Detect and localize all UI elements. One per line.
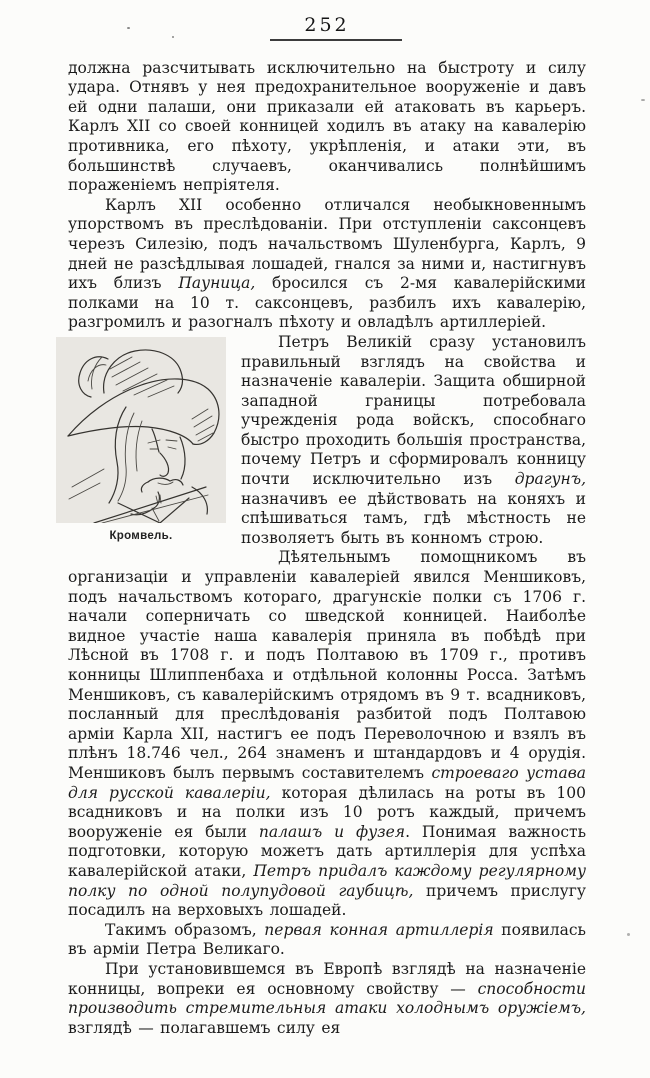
text-segment: должна разсчитывать исключительно на быстроту и силу удара. Отнявъ у нея предохранительное вооруженіе и давъ ей одни палаши, они приказали ей атаковать въ карьеръ. Карлъ XII со своей конницей ходилъ въ атаку на кавалерію противника, его пѣхоту, укрѣпленія, и атаки эти, въ большинствѣ случаевъ, оканчивались полнѣйшимъ пораженіемъ непріятеля.	[68, 58, 586, 195]
text-segment: которая дѣлилась на роты въ 100 всадниковъ и на полки изъ 10 ротъ каждый, причемъ вооруженіе ея были	[68, 783, 586, 841]
italic-text-segment: строеваго устава для русской кавалеріи,	[68, 763, 586, 802]
paragraph	[68, 921, 586, 960]
scan-speck	[172, 36, 174, 38]
italic-text-segment: первая конная артиллерія	[264, 920, 494, 939]
figure-caption: Кромвель.	[109, 529, 173, 542]
cromwell-portrait-sketch	[56, 337, 226, 523]
text-segment: бросился съ 2-мя кавалерійскими полками на 10 т. саксонцевъ, разбилъ ихъ кавалерію, разгромилъ и разогналъ пѣхоту и овладѣлъ артиллеріей.	[68, 274, 586, 332]
text-segment: Карлъ XII особенно отличался необыкновеннымъ упорствомъ въ преслѣдованіи. При отступленіи саксонцевъ черезъ Силезію, подъ начальствомъ Шуленбурга, Карлъ, 9 дней не разсѣдлывая лошадей, гнался за ними и, настигнувъ ихъ близъ	[68, 195, 586, 293]
text-segment: Дѣятельнымъ помощникомъ въ организаціи и управленіи кавалеріей явился Меншиковъ, подъ начальствомъ котораго, драгунскіе полки съ 1706 г. начали соперничать со шведской конницей. Наиболѣе видное участіе наша кавалерія приняла въ побѣдѣ при Лѣсной въ 1708 г. и подъ Полтавою въ 1709 г., противъ конницы Шлиппенбаха и отдѣльной колонны Росса. Затѣмъ Меншиковъ, съ кавалерійскимъ отрядомъ въ 9 т. всадниковъ, посланный для преслѣдованія разбитой подъ Полтавою арміи Карла XII, настигъ ее подъ Переволочною и взялъ въ плѣнъ 18.746 чел., 264 знаменъ и штандардовъ и 4 орудія. Меншиковъ былъ первымъ составителемъ	[68, 548, 586, 782]
italic-text-segment: способности производить стремительныя атаки холоднымъ оружіемъ,	[68, 979, 586, 1018]
scan-speck	[641, 99, 645, 101]
paragraph	[68, 960, 586, 1038]
paragraph	[68, 548, 586, 920]
text-segment: . Понимая важность подготовки, которую можетъ дать артиллерія для успѣха кавалерійской атаки,	[68, 822, 587, 880]
text-segment: назначивъ ее дѣйствовать на коняхъ и спѣшиваться тамъ, гдѣ мѣстность не позволяетъ быть въ конномъ строю.	[241, 489, 586, 547]
page-number: 252	[304, 14, 350, 36]
text-segment: взглядѣ — полагавшемъ силу ея	[68, 1018, 341, 1037]
text-segment: Петръ Великій сразу установилъ правильный взглядъ на свойства и назначеніе кавалеріи. Защита обширной западной границы потребовала учрежденія рода войскъ, способнаго быстро проходить большія пространства, почему Петръ и сформировалъ конницу почти исключительно изъ	[241, 332, 586, 489]
page-header	[68, 14, 586, 41]
text-segment: Такимъ образомъ,	[105, 920, 265, 939]
paragraph	[68, 59, 586, 196]
scan-speck	[627, 933, 630, 936]
text-segment: появилась въ арміи Петра Великаго.	[68, 920, 586, 959]
text-block	[68, 59, 586, 1039]
italic-text-segment: Пауница,	[178, 274, 256, 293]
cromwell-figure	[56, 337, 226, 547]
italic-text-segment: палашъ и фузея	[258, 822, 406, 841]
text-top	[68, 59, 586, 333]
cromwell-portrait-image	[56, 337, 226, 523]
text-segment: При установившемся въ Европѣ взглядѣ на назначеніе конницы, вопреки ея основному свойству —	[68, 959, 586, 998]
italic-text-segment: Петръ придалъ каждому регулярному полку по одной полупудовой гаубицѣ,	[68, 861, 586, 900]
text-segment: причемъ прислугу посадилъ на верховыхъ лошадей.	[68, 881, 587, 920]
paragraph	[68, 196, 586, 333]
page-number-rule	[270, 39, 402, 41]
text-main	[68, 333, 586, 1038]
italic-text-segment: драгунъ,	[514, 470, 586, 489]
scan-speck	[127, 27, 130, 29]
